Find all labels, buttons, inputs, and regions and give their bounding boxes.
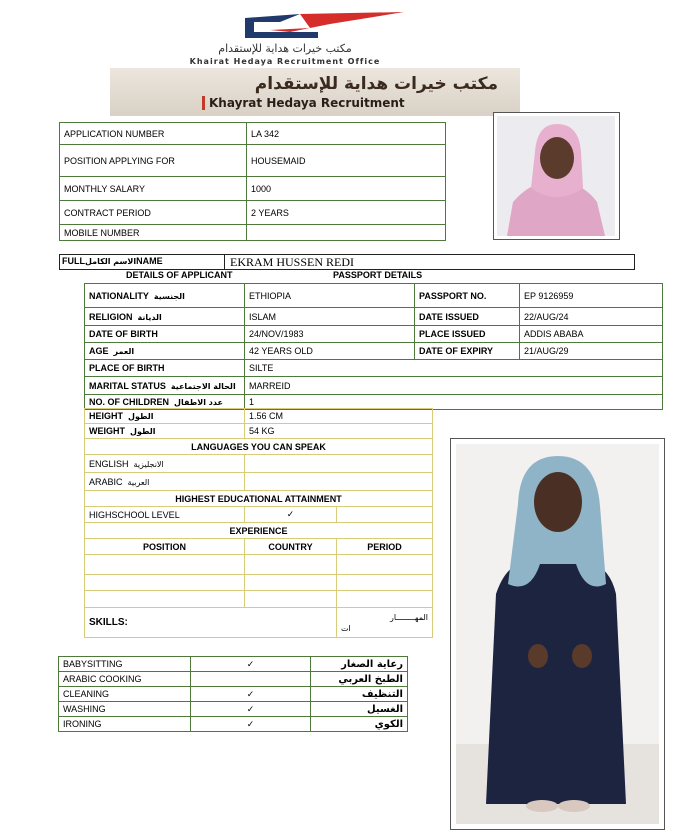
details-of-applicant-title: DETAILS OF APPLICANT xyxy=(126,270,233,280)
children-label: NO. OF CHILDREN xyxy=(89,397,169,407)
marital-status-value: MARREID xyxy=(245,377,663,395)
table-row xyxy=(59,687,408,702)
experience-header-position: POSITION xyxy=(85,539,245,555)
position-value: HOUSEMAID xyxy=(247,145,446,177)
table-row xyxy=(60,123,446,145)
skill-cleaning-label: CLEANING xyxy=(59,687,191,702)
dob-label: DATE OF BIRTH xyxy=(85,326,245,343)
logo-arabic-text: مكتب خيرات هداية للإستقدام xyxy=(218,42,352,55)
application-table xyxy=(59,122,446,241)
skills-ar-line-1: المهــــــــار xyxy=(389,612,429,622)
skill-ironing-label: IRONING xyxy=(59,717,191,732)
table-row xyxy=(85,424,433,439)
languages-title: LANGUAGES YOU CAN SPEAK xyxy=(85,439,433,455)
religion-ar: الديانة xyxy=(137,312,162,322)
table-row xyxy=(85,343,663,360)
table-row xyxy=(85,608,433,638)
place-of-birth-label: PLACE OF BIRTH xyxy=(85,360,245,377)
headshot-portrait-icon xyxy=(497,116,615,236)
english-ar: الانجليزية xyxy=(133,459,164,469)
applicant-full-body-photo xyxy=(450,438,665,830)
contract-period-label: CONTRACT PERIOD xyxy=(60,201,247,225)
place-issued-value: ADDIS ABABA xyxy=(520,326,663,343)
skill-washing-check-icon: ✓ xyxy=(191,702,311,717)
passport-details-title: PASSPORT DETAILS xyxy=(333,270,423,280)
contract-period-value: 2 YEARS xyxy=(247,201,446,225)
table-row xyxy=(59,672,408,687)
company-logo xyxy=(150,8,420,66)
salary-value: 1000 xyxy=(247,177,446,201)
table-row xyxy=(85,555,433,575)
arabic-value xyxy=(245,473,433,491)
education-title: HIGHEST EDUCATIONAL ATTAINMENT xyxy=(85,491,433,507)
date-issued-value: 22/AUG/24 xyxy=(520,308,663,326)
nationality-value: ETHIOPIA xyxy=(245,284,415,308)
religion-value: ISLAM xyxy=(245,308,415,326)
skill-babysitting-ar: رعاية الصغار xyxy=(311,657,408,672)
skill-cleaning-check-icon: ✓ xyxy=(191,687,311,702)
experience-header-period: PERIOD xyxy=(337,539,433,555)
skills-ar-line-2: ات xyxy=(341,623,351,633)
date-of-expiry-value: 21/AUG/29 xyxy=(520,343,663,360)
table-row xyxy=(60,145,446,177)
banner-arabic-text: مكتب خيرات هداية للإستقدام xyxy=(254,74,498,94)
height-value: 1.56 CM xyxy=(245,409,433,424)
skill-ironing-check-icon: ✓ xyxy=(191,717,311,732)
age-ar: العمر xyxy=(113,347,135,356)
arabic-label: ARABIC xyxy=(89,476,123,487)
education-check-icon: ✓ xyxy=(245,507,337,523)
table-row xyxy=(60,177,446,201)
full-body-portrait-icon xyxy=(456,444,659,824)
nationality-ar: الجنسية xyxy=(153,291,185,301)
table-row xyxy=(59,702,408,717)
table-row xyxy=(85,326,663,343)
marital-status-ar: الحالة الاجتماعية xyxy=(170,381,236,391)
skill-babysitting-label: BABYSITTING xyxy=(59,657,191,672)
mobile-label: MOBILE NUMBER xyxy=(60,225,247,241)
education-label: HIGHSCHOOL LEVEL xyxy=(85,507,245,523)
english-value xyxy=(245,455,433,473)
table-row xyxy=(60,201,446,225)
skill-arabic-cooking-label: ARABIC COOKING xyxy=(59,672,191,687)
application-number-value: LA 342 xyxy=(247,123,446,145)
full-name-label xyxy=(62,256,224,268)
place-issued-label: PLACE ISSUED xyxy=(415,326,520,343)
application-number-label: APPLICATION NUMBER xyxy=(60,123,247,145)
office-banner xyxy=(110,68,520,116)
skills-label: SKILLS: xyxy=(85,608,337,638)
logo-english-text: Khairat Hedaya Recruitment Office xyxy=(189,57,381,66)
salary-label: MONTHLY SALARY xyxy=(60,177,247,201)
skill-arabic-cooking-check-icon xyxy=(191,672,311,687)
weight-value: 54 KG xyxy=(245,424,433,439)
table-row xyxy=(85,507,433,523)
full-name-value: EKRAM HUSSEN REDI xyxy=(230,255,355,269)
table-row xyxy=(85,575,433,591)
table-row xyxy=(85,491,433,507)
passport-no-value: EP 9126959 xyxy=(520,284,663,308)
passport-no-label: PASSPORT NO. xyxy=(415,284,520,308)
table-row xyxy=(85,360,663,377)
table-row xyxy=(59,657,408,672)
table-row xyxy=(85,591,433,608)
skill-washing-ar: الغسيل xyxy=(311,702,408,717)
english-label: ENGLISH xyxy=(89,458,129,469)
place-of-birth-value: SILTE xyxy=(245,360,663,377)
table-row xyxy=(85,539,433,555)
table-row xyxy=(85,308,663,326)
table-row xyxy=(85,523,433,539)
height-label: HEIGHT xyxy=(89,411,124,421)
weight-label: WEIGHT xyxy=(89,426,125,436)
skill-arabic-cooking-ar: الطبخ العربي xyxy=(311,672,408,687)
age-label: AGE xyxy=(89,346,109,356)
children-ar: عدد الاطفال xyxy=(174,398,223,407)
arabic-ar: العربية xyxy=(127,477,150,487)
religion-label: RELIGION xyxy=(89,311,133,322)
dob-value: 24/NOV/1983 xyxy=(245,326,415,343)
table-row xyxy=(59,717,408,732)
skill-washing-label: WASHING xyxy=(59,702,191,717)
nationality-label: NATIONALITY xyxy=(89,290,149,301)
table-row xyxy=(85,377,663,395)
weight-ar: الطول xyxy=(130,427,156,436)
table-row xyxy=(85,284,663,308)
position-label: POSITION APPLYING FOR xyxy=(60,145,247,177)
experience-title: EXPERIENCE xyxy=(85,523,433,539)
logo-emblem-icon xyxy=(150,8,420,46)
height-ar: الطول xyxy=(128,412,154,421)
skills-table xyxy=(58,656,408,732)
full-name-row xyxy=(59,254,635,270)
skill-babysitting-check-icon: ✓ xyxy=(191,657,311,672)
experience-header-country: COUNTRY xyxy=(245,539,337,555)
full-name-label-ar: الاسم الكامل xyxy=(85,257,137,266)
lower-details-table xyxy=(84,408,433,638)
details-table xyxy=(84,283,663,410)
date-of-expiry-label: DATE OF EXPIRY xyxy=(415,343,520,360)
mobile-value xyxy=(247,225,446,241)
table-row xyxy=(85,473,433,491)
applicant-headshot-photo xyxy=(493,112,620,240)
date-issued-label: DATE ISSUED xyxy=(415,308,520,326)
skill-cleaning-ar: التنظيف xyxy=(311,687,408,702)
table-row xyxy=(85,439,433,455)
full-name-label-en-2: NAME xyxy=(136,256,163,266)
banner-english-text: Khayrat Hedaya Recruitment xyxy=(202,96,509,110)
table-row xyxy=(85,455,433,473)
children-value: 1 xyxy=(245,395,663,410)
table-row xyxy=(60,225,446,241)
table-row xyxy=(85,409,433,424)
skill-ironing-ar: الكوي xyxy=(311,717,408,732)
marital-status-label: MARITAL STATUS xyxy=(89,380,166,391)
age-value: 42 YEARS OLD xyxy=(245,343,415,360)
full-name-label-en-1: FULL xyxy=(62,256,85,266)
